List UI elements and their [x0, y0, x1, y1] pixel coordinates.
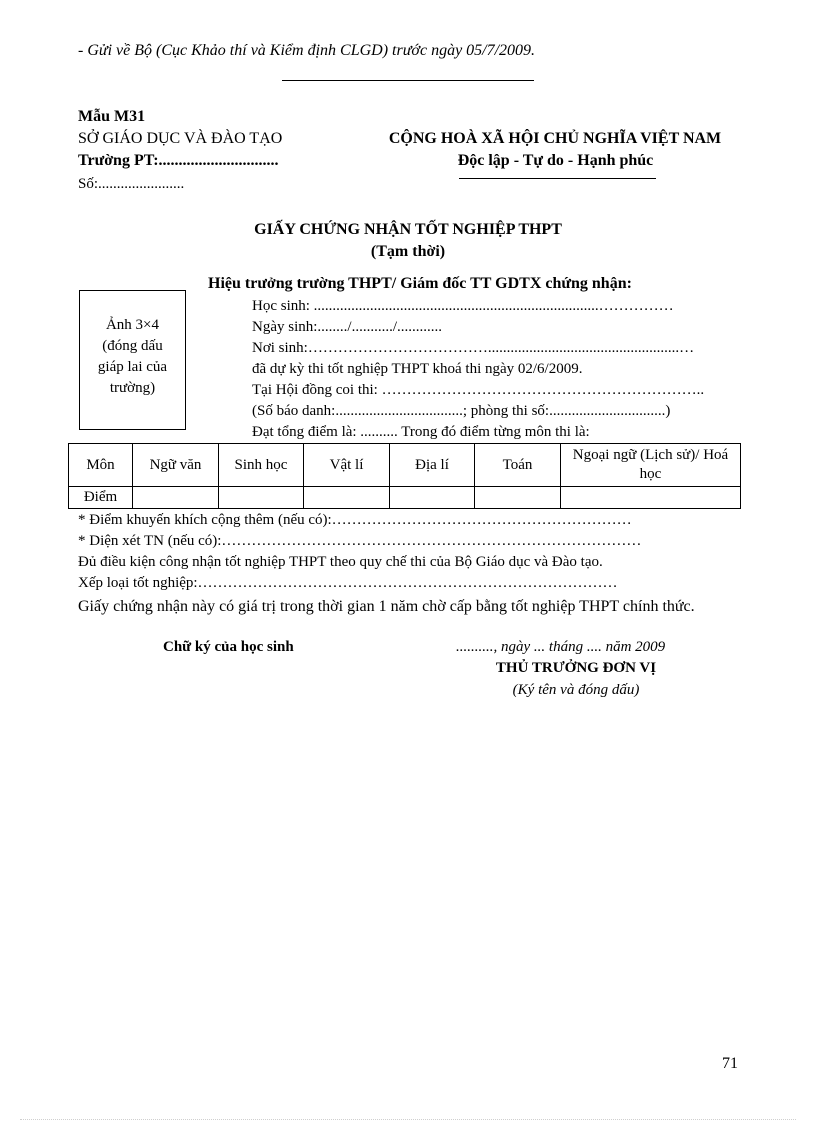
score-cell — [219, 487, 304, 509]
score-cell — [304, 487, 390, 509]
header-physics: Vật lí — [304, 444, 390, 487]
top-divider — [282, 80, 534, 81]
page-number: 71 — [722, 1055, 738, 1072]
student-name-field: Học sinh: ............................................................................…………… — [252, 298, 674, 314]
scores-table — [68, 443, 741, 509]
school-field: Trường PT:.............................. — [78, 152, 279, 169]
scores-header-row — [69, 444, 741, 487]
candidate-number-field: (Số báo danh:..................................; phòng thi số:...............................) — [252, 403, 671, 419]
header-geography: Địa lí — [390, 444, 475, 487]
header-math: Toán — [475, 444, 561, 487]
header-biology: Sinh học — [219, 444, 304, 487]
review-category-line: * Diện xét TN (nếu có):………………………………………………………………………… — [78, 533, 642, 549]
form-code: Mẫu M31 — [78, 108, 146, 125]
exam-council-field: Tại Hội đồng coi thi: ……………………………………………………….. — [252, 382, 705, 398]
date-of-birth-field: Ngày sinh:......../.........../............ — [252, 319, 442, 335]
document-subtitle: (Tạm thời) — [370, 243, 446, 260]
photo-placeholder — [79, 290, 186, 430]
department-name: SỞ GIÁO DỤC VÀ ĐÀO TẠO — [78, 130, 283, 147]
photo-label-stamp: (đóng dấu — [102, 338, 163, 354]
motto-underline — [459, 178, 656, 179]
bonus-points-line: * Điểm khuyến khích cộng thêm (nếu có):…………………………………………………… — [78, 512, 632, 528]
scores-value-row — [69, 487, 741, 509]
birthplace-field: Nơi sinh:………………………………...................................................… — [252, 340, 695, 356]
photo-label-size: Ảnh 3×4 — [105, 317, 160, 333]
submission-note: - Gửi về Bộ (Cục Khảo thí và Kiểm định CLGD) trước ngày 05/7/2009. — [78, 42, 536, 59]
page-bottom-border — [20, 1119, 796, 1120]
total-score-field: Đạt tổng điểm là: .......... Trong đó điểm từng môn thi là: — [252, 424, 590, 440]
score-cell — [475, 487, 561, 509]
photo-label-seal: giáp lai của — [97, 359, 168, 375]
header-language-history-chemistry: Ngoại ngữ (Lịch sử)/ Hoá học — [561, 444, 741, 487]
document-number: Số:....................... — [78, 176, 185, 192]
head-of-unit-title: THỦ TRƯỞNG ĐƠN VỊ — [495, 660, 657, 676]
certifier-line: Hiệu trưởng trường THPT/ Giám đốc TT GDTX chứng nhận: — [208, 275, 632, 292]
score-cell — [390, 487, 475, 509]
eligibility-line: Đủ điều kiện công nhận tốt nghiệp THPT theo quy chế thi của Bộ Giáo dục và Đào tạo. — [78, 554, 603, 570]
validity-statement: Giấy chứng nhận này có giá trị trong thời gian 1 năm chờ cấp bằng tốt nghiệp THPT chính thức. — [78, 598, 695, 615]
national-motto: Độc lập - Tự do - Hạnh phúc — [457, 152, 654, 169]
header-literature: Ngữ văn — [133, 444, 219, 487]
document-title: GIẤY CHỨNG NHẬN TỐT NGHIỆP THPT — [254, 221, 562, 238]
exam-date-line: đã dự kỳ thi tốt nghiệp THPT khoá thi ngày 02/6/2009. — [252, 361, 583, 377]
score-cell — [133, 487, 219, 509]
graduation-rank-line: Xếp loại tốt nghiệp:………………………………………………………………………… — [78, 575, 618, 591]
student-signature-label: Chữ ký của học sinh — [163, 639, 294, 655]
country-name: CỘNG HOÀ XÃ HỘI CHỦ NGHĨA VIỆT NAM — [388, 130, 722, 147]
head-of-unit-note: (Ký tên và đóng dấu) — [512, 682, 640, 698]
photo-label-school: trường) — [109, 380, 156, 396]
row-label-score: Điểm — [69, 487, 133, 509]
signature-date-line: .........., ngày ... tháng .... năm 2009 — [456, 639, 666, 655]
header-subject: Môn — [69, 444, 133, 487]
score-cell — [561, 487, 741, 509]
